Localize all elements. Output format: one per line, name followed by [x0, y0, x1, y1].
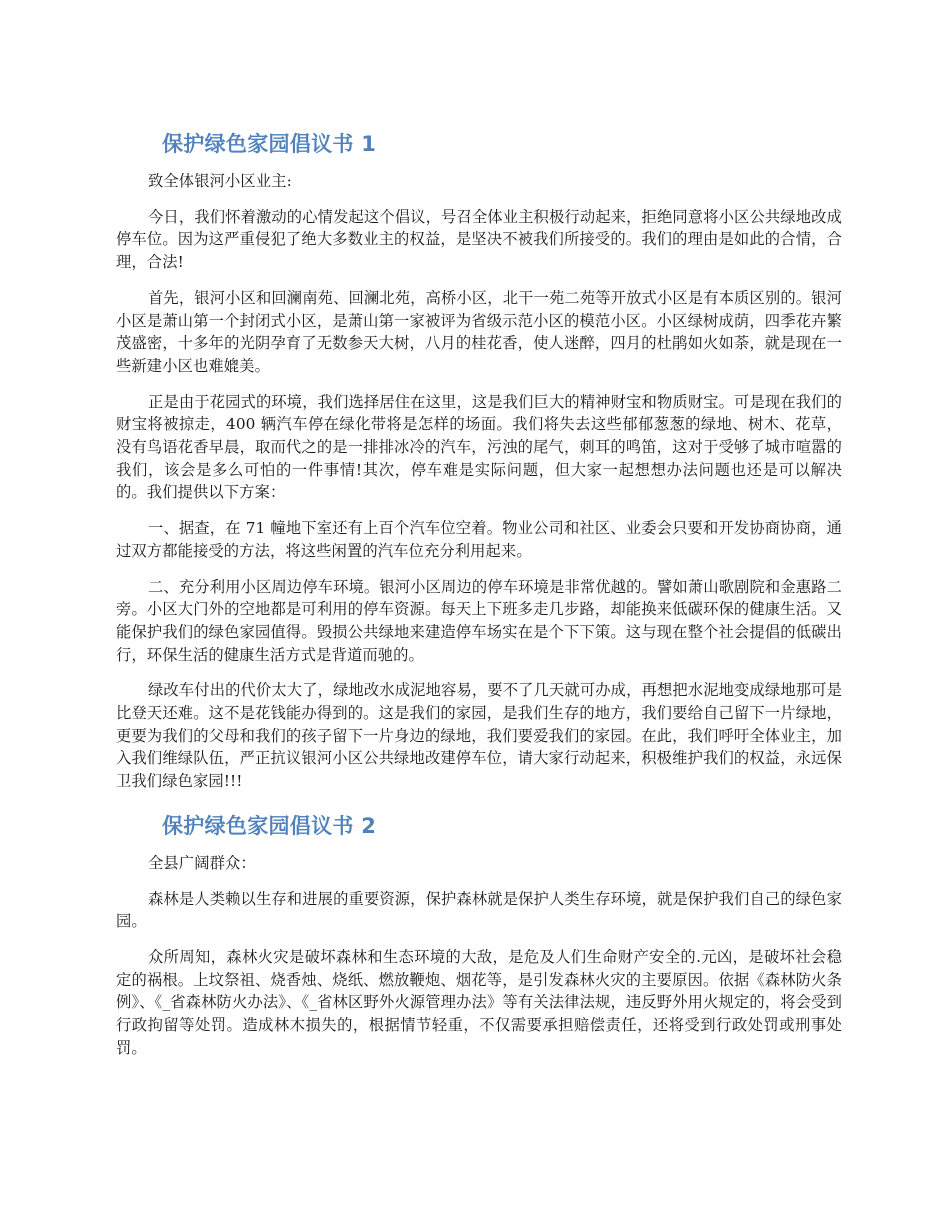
section-1-paragraph: 一、据查，在 71 幢地下室还有上百个汽车位空着。物业公司和社区、业委会只要和开发协商协商，通过双方都能接受的方法，将这些闲置的汽车位充分利用起来。: [116, 519, 842, 560]
section-1-paragraph: 绿改车付出的代价太大了，绿地改水成泥地容易，要不了几天就可办成，再想把水泥地变成绿地那可是比登天还难。这不是花钱能办得到的。这是我们的家园，是我们生存的地方，我们要给自己留下一片绿地，更要为我们的父母和我们的孩子留下一片身边的绿地，我们要爱我们的家园。在此，我们呼吁全体业主，加入我们维绿队伍，严正抗议银河小区公共绿地改建停车位，请大家行动起来，积极维护我们的权益，永远保卫我们绿色家园!!!: [116, 681, 842, 791]
section-2-paragraph: 众所周知，森林火灾是破坏森林和生态环境的大敌，是危及人们生命财产安全的.元凶，是破坏社会稳定的祸根。上坟祭祖、烧香烛、烧纸、燃放鞭炮、烟花等，是引发森林火灾的主要原因。依据《森林防火条例》、《_省森林防火办法》、《_省林区野外火源管理办法》等有关法律法规，违反野外用火规定的，将会受到行政拘留等处罚。造成林木损失的，根据情节轻重，不仅需要承担赔偿责任，还将受到行政处罚或刑事处罚。: [116, 947, 842, 1057]
section-1-paragraph: 今日，我们怀着激动的心情发起这个倡议，号召全体业主积极行动起来，拒绝同意将小区公共绿地改成停车位。因为这严重侵犯了绝大多数业主的权益，是坚决不被我们所接受的。我们的理由是如此的合情，合理，合法!: [116, 207, 842, 272]
section-2-title: 保护绿色家园倡议书 2: [162, 813, 377, 838]
section-1-paragraph: 二、充分利用小区周边停车环境。银河小区周边的停车环境是非常优越的。譬如萧山歌剧院和金惠路二旁。小区大门外的空地都是可利用的停车资源。每天上下班多走几步路，却能换来低碳环保的健康生活。又能保护我们的绿色家园值得。毁损公共绿地来建造停车场实在是个下下策。这与现在整个社会提倡的低碳出行，环保生活的健康生活方式是背道而驰的。: [116, 577, 842, 664]
section-1-title: 保护绿色家园倡议书 1: [162, 132, 377, 156]
section-1-salutation: 致全体银河小区业主:: [148, 172, 292, 190]
section-1-paragraph: 首先，银河小区和回澜南苑、回澜北苑，高桥小区，北干一苑二苑等开放式小区是有本质区别的。银河小区是萧山第一个封闭式小区，是萧山第一家被评为省级示范小区的模范小区。小区绿树成荫，四季花卉繁茂盛密，十多年的光阴孕育了无数参天大树，八月的桂花香，使人迷醉，四月的杜鹃如火如荼，就是现在一些新建小区也难媲美。: [116, 288, 842, 375]
document-content: [116, 124, 842, 1073]
section-2-salutation: 全县广阔群众：: [148, 853, 256, 872]
section-1-paragraph: 正是由于花园式的环境，我们选择居住在这里，这是我们巨大的精神财宝和物质财宝。可是现在我们的财宝将被掠走，400 辆汽车停在绿化带将是怎样的场面。我们将失去这些郁郁葱葱的绿地、树木、花草，没有鸟语花香早晨，取而代之的是一排排冰冷的汽车，污浊的尾气，刺耳的鸣笛，这对于受够了城市喧嚣的我们，该会是多么可怕的一件事情!其次，停车难是实际问题，但大家一起想想办法问题也还是可以解决的。我们提供以下方案：: [116, 392, 842, 502]
section-2-paragraph: 森林是人类赖以生存和进展的重要资源，保护森林就是保护人类生存环境，就是保护我们自己的绿色家园。: [116, 889, 842, 931]
